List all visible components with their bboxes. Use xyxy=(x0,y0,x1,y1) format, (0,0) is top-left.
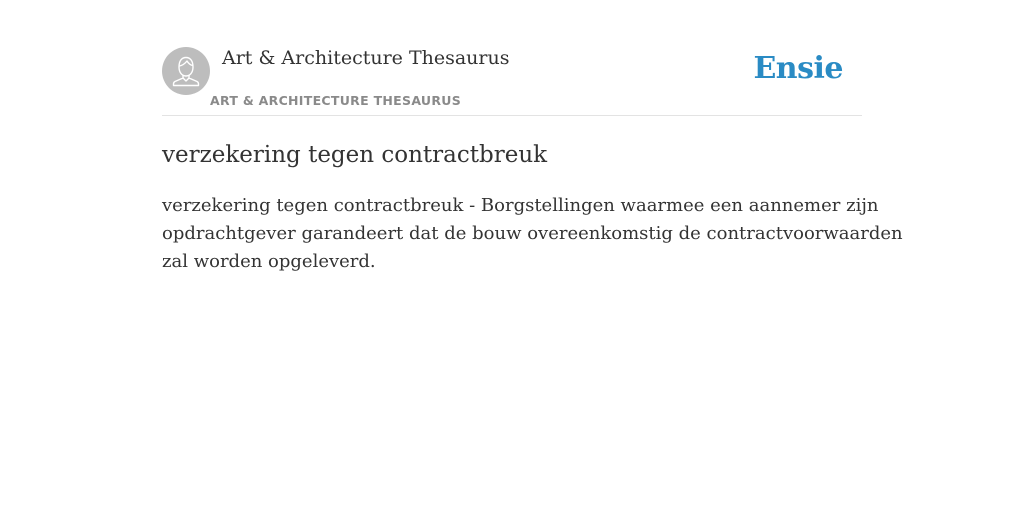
user-avatar-icon xyxy=(162,47,210,95)
entry-title: verzekering tegen contractbreuk xyxy=(162,142,548,168)
author-name-link[interactable]: Art & Architecture Thesaurus xyxy=(222,47,510,69)
author-subtitle: ART & ARCHITECTURE THESAURUS xyxy=(210,93,462,108)
definition-line: verzekering tegen contractbreuk - Borgstellingen waarmee een aannemer zijn xyxy=(162,195,879,216)
entry-header xyxy=(162,0,862,116)
entry-definition xyxy=(162,192,903,276)
author-avatar[interactable] xyxy=(162,47,210,95)
definition-line: zal worden opgeleverd. xyxy=(162,251,376,272)
definition-line: opdrachtgever garandeert dat de bouw overeenkomstig de contractvoorwaarden xyxy=(162,223,903,244)
ensie-logo[interactable]: Ensie xyxy=(753,51,843,86)
page-container xyxy=(162,0,903,272)
